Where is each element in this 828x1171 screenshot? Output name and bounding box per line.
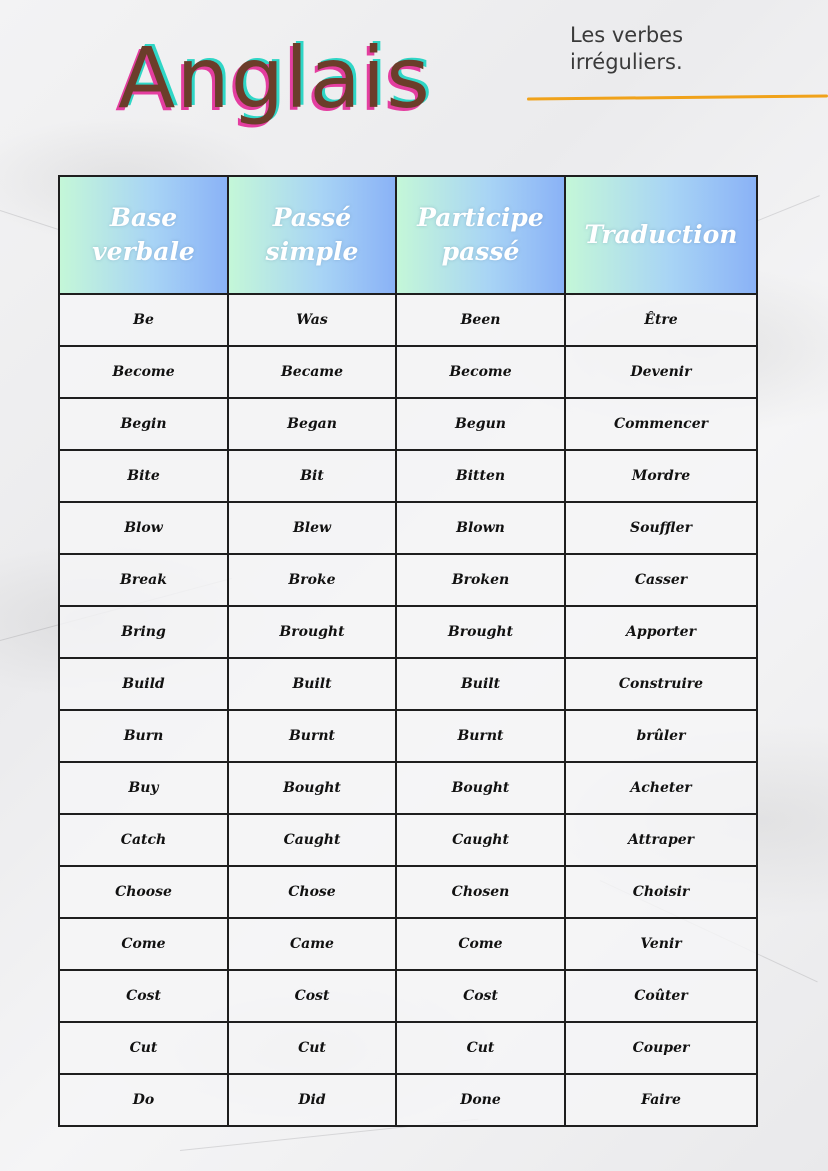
cell-base-verbale: Catch: [59, 814, 228, 866]
header-line: Participe: [417, 203, 544, 233]
table-row: [59, 450, 757, 502]
cell-base-verbale: Cut: [59, 1022, 228, 1074]
cell-participe-passe: Cut: [396, 1022, 565, 1074]
cell-participe-passe: Been: [396, 294, 565, 346]
cell-traduction: Être: [565, 294, 757, 346]
header-passe-simple: [228, 176, 396, 294]
cell-traduction: Construire: [565, 658, 757, 710]
cell-base-verbale: Become: [59, 346, 228, 398]
header-line: Traduction: [584, 220, 738, 250]
cell-participe-passe: Cost: [396, 970, 565, 1022]
cell-passe-simple: Broke: [228, 554, 396, 606]
cell-base-verbale: Begin: [59, 398, 228, 450]
table-row: [59, 658, 757, 710]
cell-participe-passe: Chosen: [396, 866, 565, 918]
cell-passe-simple: Burnt: [228, 710, 396, 762]
cell-participe-passe: Broken: [396, 554, 565, 606]
header-line: Base: [109, 203, 178, 233]
cell-passe-simple: Was: [228, 294, 396, 346]
cell-passe-simple: Began: [228, 398, 396, 450]
cell-participe-passe: Brought: [396, 606, 565, 658]
cell-participe-passe: Come: [396, 918, 565, 970]
cell-traduction: Choisir: [565, 866, 757, 918]
subtitle-line: Les verbes: [570, 23, 684, 47]
cell-participe-passe: Become: [396, 346, 565, 398]
cell-traduction: Attraper: [565, 814, 757, 866]
cell-participe-passe: Done: [396, 1074, 565, 1126]
header-participe-passe: [396, 176, 565, 294]
table-row: [59, 918, 757, 970]
cell-traduction: Venir: [565, 918, 757, 970]
cell-passe-simple: Brought: [228, 606, 396, 658]
table-row: [59, 710, 757, 762]
table-row: [59, 606, 757, 658]
cell-passe-simple: Bit: [228, 450, 396, 502]
cell-participe-passe: Bought: [396, 762, 565, 814]
cell-base-verbale: Burn: [59, 710, 228, 762]
cell-base-verbale: Bite: [59, 450, 228, 502]
cell-base-verbale: Break: [59, 554, 228, 606]
table-row: [59, 814, 757, 866]
cell-traduction: Acheter: [565, 762, 757, 814]
cell-passe-simple: Blew: [228, 502, 396, 554]
cell-traduction: Apporter: [565, 606, 757, 658]
cell-traduction: Casser: [565, 554, 757, 606]
cell-base-verbale: Bring: [59, 606, 228, 658]
page-subtitle: [570, 22, 750, 77]
table-header-row: [59, 176, 757, 294]
table-row: [59, 1074, 757, 1126]
cell-traduction: Commencer: [565, 398, 757, 450]
cell-traduction: Faire: [565, 1074, 757, 1126]
accent-underline: [527, 94, 828, 100]
cell-participe-passe: Blown: [396, 502, 565, 554]
table-row: [59, 970, 757, 1022]
cell-base-verbale: Blow: [59, 502, 228, 554]
table-row: [59, 294, 757, 346]
cell-traduction: Mordre: [565, 450, 757, 502]
header-base-verbale: [59, 176, 228, 294]
table-row: [59, 346, 757, 398]
table-row: [59, 398, 757, 450]
cell-passe-simple: Became: [228, 346, 396, 398]
cell-base-verbale: Come: [59, 918, 228, 970]
cell-passe-simple: Cut: [228, 1022, 396, 1074]
cell-passe-simple: Bought: [228, 762, 396, 814]
cell-base-verbale: Cost: [59, 970, 228, 1022]
page-title: Anglais: [118, 29, 431, 127]
subtitle-line: irréguliers.: [570, 50, 683, 75]
table-row: [59, 502, 757, 554]
irregular-verbs-table: [58, 175, 758, 1127]
table-row: [59, 1022, 757, 1074]
header-line: verbale: [92, 237, 195, 266]
cell-participe-passe: Caught: [396, 814, 565, 866]
cell-participe-passe: Begun: [396, 398, 565, 450]
header-line: Passé: [272, 203, 352, 233]
cell-participe-passe: Built: [396, 658, 565, 710]
table-row: [59, 762, 757, 814]
header-line: simple: [265, 237, 359, 266]
cell-passe-simple: Caught: [228, 814, 396, 866]
cell-traduction: Coûter: [565, 970, 757, 1022]
cell-participe-passe: Bitten: [396, 450, 565, 502]
cell-passe-simple: Chose: [228, 866, 396, 918]
cell-base-verbale: Be: [59, 294, 228, 346]
cell-traduction: Souffler: [565, 502, 757, 554]
table-body: [59, 294, 757, 1126]
header-line: passé: [441, 237, 520, 266]
cell-base-verbale: Build: [59, 658, 228, 710]
cell-traduction: Devenir: [565, 346, 757, 398]
cell-traduction: brûler: [565, 710, 757, 762]
cell-passe-simple: Cost: [228, 970, 396, 1022]
table-row: [59, 866, 757, 918]
cell-base-verbale: Do: [59, 1074, 228, 1126]
cell-passe-simple: Came: [228, 918, 396, 970]
cell-traduction: Couper: [565, 1022, 757, 1074]
cell-base-verbale: Buy: [59, 762, 228, 814]
header-traduction: [565, 176, 757, 294]
cell-participe-passe: Burnt: [396, 710, 565, 762]
cell-passe-simple: Did: [228, 1074, 396, 1126]
table-row: [59, 554, 757, 606]
cell-passe-simple: Built: [228, 658, 396, 710]
cell-base-verbale: Choose: [59, 866, 228, 918]
